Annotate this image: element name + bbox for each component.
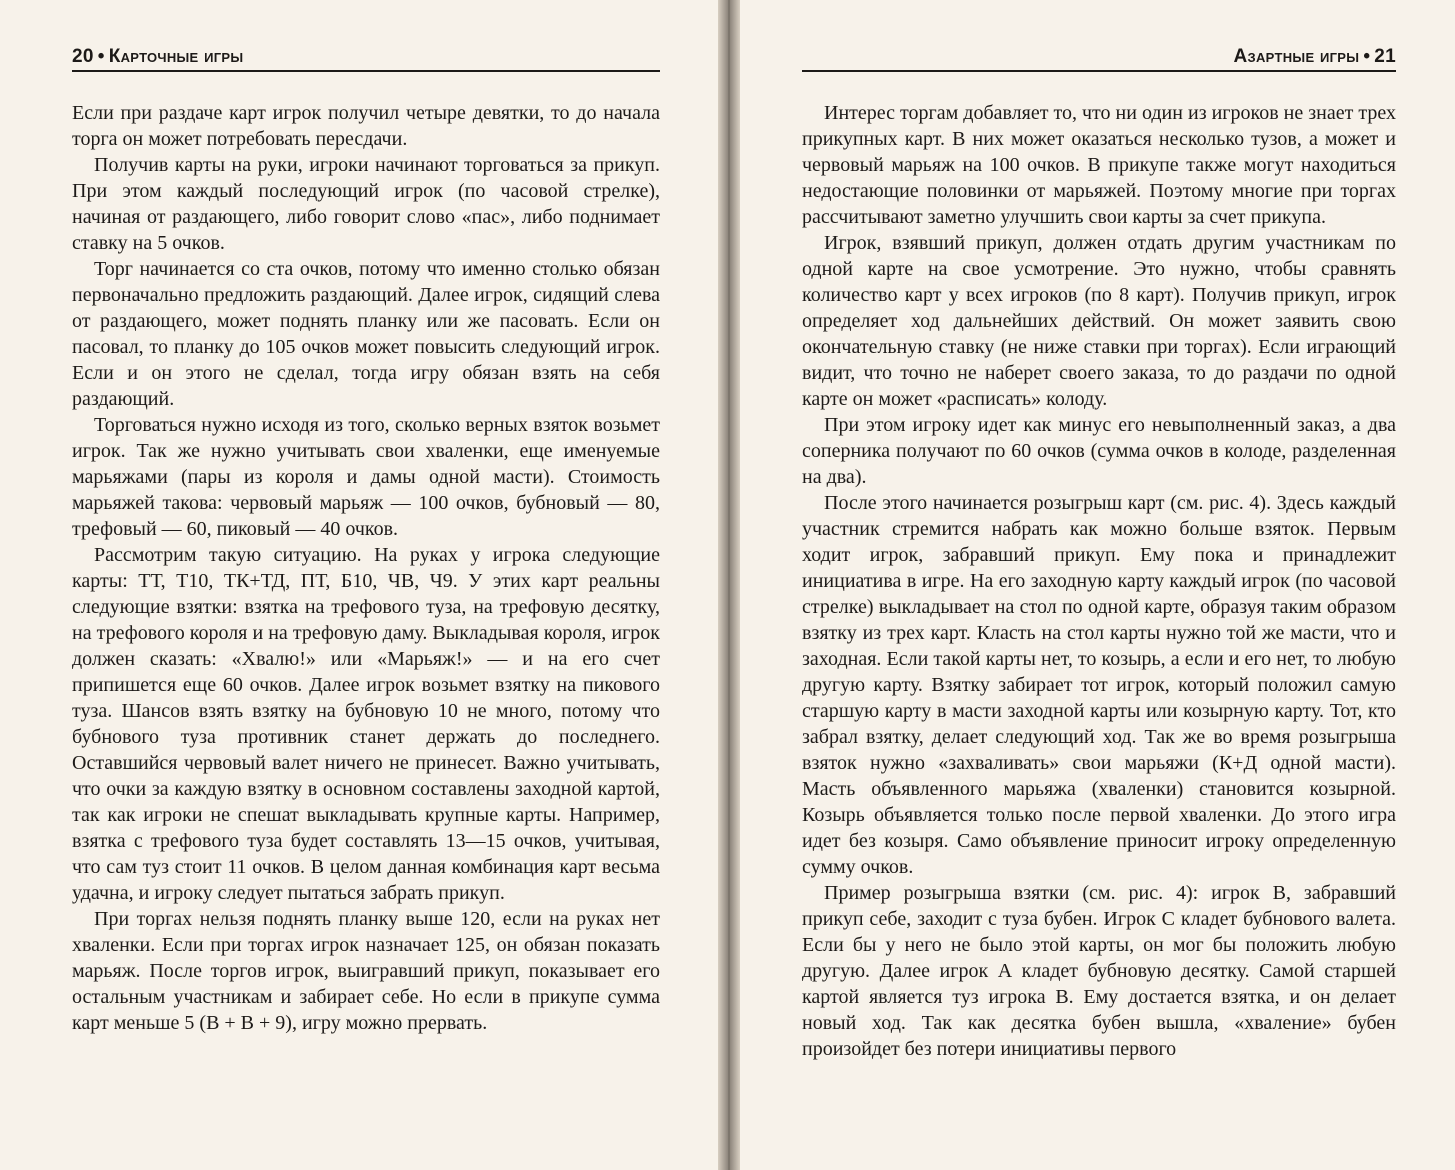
left-page <box>0 0 718 1170</box>
right-page-header <box>802 44 1396 72</box>
right-page-number: 21 <box>1374 46 1396 67</box>
right-page <box>740 0 1455 1170</box>
paragraph: Торговаться нужно исходя из того, сколько верных взяток возьмет игрок. Так же нужно учитывать свои хваленки, еще именуемые марьяжами (пары из короля и дамы одной масти). Стоимость марьяжей такова: червовый марьяж — 100 очков, бубновый — 80, трефовый — 60, пиковый — 40 очков. <box>72 414 660 540</box>
paragraph: Торг начинается со ста очков, потому что именно столько обязан первоначально предложить раздающий. Далее игрок, сидящий слева от раздающего, может поднять планку или же пасовать. Если он пасовал, то планку до 105 очков может повысить следующий игрок. Если и он этого не сделал, тогда игру обязан взять на себя раздающий. <box>72 258 660 410</box>
paragraph: Рассмотрим такую ситуацию. На руках у игрока следующие карты: ТТ, Т10, ТК+ТД, ПТ, Б10, ЧВ, Ч9. У этих карт реальны следующие взятки: взятка на трефового туза, на трефовую десятку, на трефового короля и на трефовую даму. Выкладывая короля, игрок должен сказать: «Хвалю!» или «Марьяж!» — и на его счет припишется еще 60 очков. Далее игрок возьмет взятку на пикового туза. Шансов взять взятку на бубновую 10 не много, потому что бубнового туза противник станет держать до последнего. Оставшийся червовый валет ничего не принесет. Важно учитывать, что очки за каждую взятку в основном составлены заходной картой, так как игроки не спешат выкладывать крупные карты. Например, взятка с трефового туза будет составлять 13—15 очков, учитывая, что сам туз стоит 11 очков. В целом данная комбинация карт весьма удачна, и игроку следует пытаться забрать прикуп. <box>72 544 660 904</box>
paragraph: Пример розыгрыша взятки (см. рис. 4): игрок В, забравший прикуп себе, заходит с туза бубен. Игрок С кладет бубнового валета. Если бы у него не было этой карты, он мог бы положить любую другую. Далее игрок А кладет бубновую десятку. Самой старшей картой является туз игрока В. Ему достается взятка, и он делает новый ход. Так как десятка бубен вышла, «хваление» бубен произойдет без потери инициативы первого <box>802 882 1396 1060</box>
paragraph: Интерес торгам добавляет то, что ни один из игроков не знает трех прикупных карт. В них может оказаться несколько тузов, а может и червовый марьяж на 100 очков. В прикупе также могут находиться недостающие половинки от марьяжей. Поэтому многие при торгах рассчитывают заметно улучшить свои карты за счет прикупа. <box>802 102 1396 228</box>
header-bullet: • <box>97 46 105 67</box>
left-running-title: Карточные игры <box>108 46 244 67</box>
paragraph: После этого начинается розыгрыш карт (см. рис. 4). Здесь каждый участник стремится набрать как можно больше взяток. Первым ходит игрок, забравший прикуп. Ему пока и принадлежит инициатива в игре. На его заходную карту каждый игрок (по часовой стрелке) выкладывает на стол по одной карте, образуя таким образом взятку из трех карт. Класть на стол карты нужно той же масти, что и заходная. Если такой карты нет, то козырь, а если и его нет, то любую другую карту. Взятку забирает тот игрок, который положил самую старшую карту в масти заходной карты или козырную карту. Тот, кто забрал взятку, делает следующий ход. Так же во время розыгрыша взяток нужно «захваливать» свои марьяжи (К+Д одной масти). Масть объявленного марьяжа (хваленки) становится козырной. Козырь объявляется только после первой хваленки. До этого игра идет без козыря. Само объявление приносит игроку определенную сумму очков. <box>802 492 1396 878</box>
left-page-body <box>72 100 660 1036</box>
paragraph: При этом игроку идет как минус его невыполненный заказ, а два соперника получают по 60 очков (сумма очков в колоде, разделенная на два). <box>802 414 1396 488</box>
paragraph: При торгах нельзя поднять планку выше 120, если на руках нет хваленки. Если при торгах игрок назначает 125, он обязан показать марьяж. После торгов игрок, выигравший прикуп, показывает его остальным участникам и забирает себе. Но если в прикупе сумма карт меньше 5 (В + В + 9), игру можно прервать. <box>72 908 660 1034</box>
left-page-header <box>72 44 660 72</box>
paragraph: Игрок, взявший прикуп, должен отдать другим участникам по одной карте на свое усмотрение. Это нужно, чтобы сравнять количество карт у всех игроков (по 8 карт). Получив прикуп, игрок определяет ход дальнейших действий. Он может заявить свою окончательную ставку (не ниже ставки при торгах). Если играющий видит, что точно не наберет своего заказа, то до раздачи по одной карте он может «расписать» колоду. <box>802 232 1396 410</box>
paragraph: Получив карты на руки, игроки начинают торговаться за прикуп. При этом каждый последующий игрок (по часовой стрелке), начиная от раздающего, либо говорит слово «пас», либо поднимает ставку на 5 очков. <box>72 154 660 254</box>
right-page-body <box>802 100 1396 1062</box>
right-running-title: Азартные игры <box>1233 46 1360 67</box>
left-page-number: 20 <box>72 46 94 67</box>
header-bullet: • <box>1363 46 1371 67</box>
book-gutter <box>718 0 740 1170</box>
paragraph: Если при раздаче карт игрок получил четыре девятки, то до начала торга он может потребовать пересдачи. <box>72 102 660 150</box>
